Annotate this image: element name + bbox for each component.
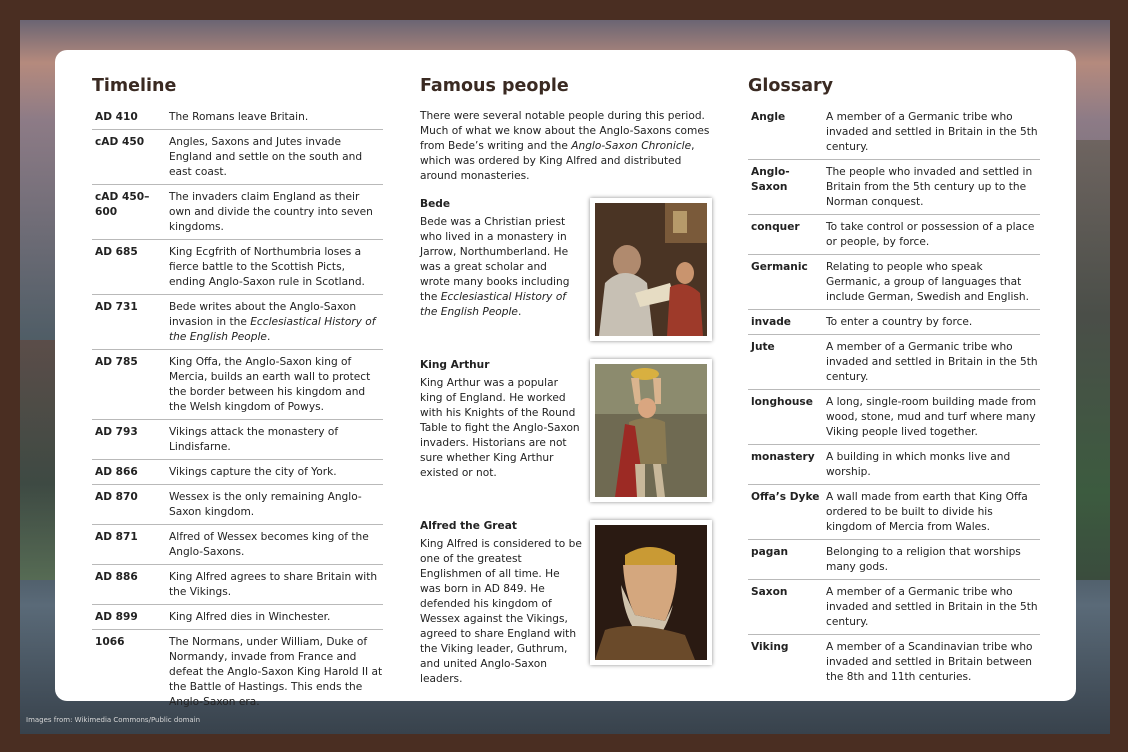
glossary-title: Glossary <box>748 76 834 96</box>
timeline-row <box>92 630 383 714</box>
timeline-row <box>92 185 383 240</box>
timeline-date: AD 870 <box>95 491 138 503</box>
king-arthur-portrait <box>590 359 712 502</box>
glossary-term: conquer <box>751 221 800 233</box>
glossary-term: monastery <box>751 451 815 463</box>
alfred-portrait <box>590 520 712 665</box>
timeline-event: Angles, Saxons and Jutes invade England and settle on the south and east coast. <box>169 136 363 178</box>
glossary-term: Saxon <box>751 586 788 598</box>
glossary-definition: A building in which monks live and worship. <box>826 451 1011 478</box>
timeline-event: King Alfred agrees to share Britain with the Vikings. <box>169 571 378 598</box>
glossary-term: pagan <box>751 546 789 558</box>
timeline-row <box>92 295 383 350</box>
timeline-date: cAD 450–600 <box>95 191 150 218</box>
timeline-date: AD 899 <box>95 611 138 623</box>
timeline-event: King Ecgfrith of Northumbria loses a fierce battle to the Scottish Picts, ending Anglo-Saxon rule in Scotland. <box>169 246 365 288</box>
glossary-definition: A member of a Germanic tribe who invaded and settled in Britain in the 5th century. <box>826 111 1038 153</box>
glossary-row <box>748 215 1040 255</box>
glossary-definition: To enter a country by force. <box>826 316 973 328</box>
timeline-row <box>92 420 383 460</box>
timeline-table <box>92 105 383 714</box>
glossary-term: Angle <box>751 111 786 123</box>
glossary-row <box>748 540 1040 580</box>
bede-heading: Bede <box>420 198 451 210</box>
famous-people-intro: There were several notable people during this period. Much of what we know about the Anglo-Saxons comes from Bede’s writing and the Anglo-Saxon Chronicle, which was ordered by King Alfred and distributed around monasteries. <box>420 110 710 182</box>
timeline-row <box>92 105 383 130</box>
timeline-event: King Offa, the Anglo-Saxon king of Mercia, builds an earth wall to protect the border between his kingdom and the Welsh kingdom of Powys. <box>169 356 371 413</box>
timeline-row <box>92 460 383 485</box>
timeline-row <box>92 525 383 565</box>
glossary-definition: To take control or possession of a place or people, by force. <box>826 221 1035 248</box>
timeline-row <box>92 350 383 420</box>
glossary-row <box>748 390 1040 445</box>
glossary-definition: A member of a Germanic tribe who invaded and settled in Britain in the 5th century. <box>826 341 1038 383</box>
timeline-row <box>92 605 383 630</box>
glossary-definition: A wall made from earth that King Offa ordered to be built to divide his kingdom of Mercia from Wales. <box>826 491 1028 533</box>
timeline-date: AD 785 <box>95 356 138 368</box>
timeline-event: Wessex is the only remaining Anglo-Saxon kingdom. <box>169 491 362 518</box>
bede-text: Bede was a Christian priest who lived in a monastery in Jarrow, Northumberland. He was a great scholar and wrote many books including the Ecclesiastical History of the English People. <box>420 216 570 318</box>
king-arthur-heading: King Arthur <box>420 359 490 371</box>
glossary-row <box>748 445 1040 485</box>
timeline-date: AD 685 <box>95 246 138 258</box>
timeline-date: cAD 450 <box>95 136 145 148</box>
timeline-event: The invaders claim England as their own and divide the country into seven kingdoms. <box>169 191 373 233</box>
glossary-term: Germanic <box>751 261 808 273</box>
timeline-date: AD 886 <box>95 571 138 583</box>
background-mountain-right <box>1070 140 1110 580</box>
glossary-row <box>748 105 1040 160</box>
timeline-date: AD 731 <box>95 301 138 313</box>
glossary-term: Anglo-Saxon <box>751 166 790 193</box>
timeline-event: Bede writes about the Anglo-Saxon invasion in the Ecclesiastical History of the English People. <box>169 301 376 343</box>
glossary-term: Offa’s Dyke <box>751 491 820 503</box>
image-credit: Images from: Wikimedia Commons/Public domain <box>26 716 201 724</box>
glossary-term: Viking <box>751 641 789 653</box>
famous-people-title: Famous people <box>420 76 569 96</box>
king-arthur-text: King Arthur was a popular king of England. He worked with his Knights of the Round Table to fight the Anglo-Saxon invaders. Historians are not sure whether King Arthur existed or not. <box>420 377 580 479</box>
glossary-table <box>748 105 1040 689</box>
glossary-term: longhouse <box>751 396 813 408</box>
timeline-title: Timeline <box>92 76 177 96</box>
timeline-event: The Normans, under William, Duke of Normandy, invade from France and defeat the Anglo-Saxon King Harold II at the Battle of Hastings. This ends the Anglo-Saxon era. <box>169 636 383 708</box>
glossary-definition: Belonging to a religion that worships many gods. <box>826 546 1021 573</box>
timeline-row <box>92 565 383 605</box>
timeline-event: Vikings attack the monastery of Lindisfarne. <box>169 426 339 453</box>
glossary-term: Jute <box>751 341 775 353</box>
timeline-date: AD 793 <box>95 426 138 438</box>
timeline-event: Alfred of Wessex becomes king of the Anglo-Saxons. <box>169 531 369 558</box>
bede-portrait <box>590 198 712 341</box>
glossary-definition: The people who invaded and settled in Britain from the 5th century up to the Norman conquest. <box>826 166 1033 208</box>
glossary-row <box>748 255 1040 310</box>
timeline-event: King Alfred dies in Winchester. <box>169 611 331 623</box>
timeline-date: AD 866 <box>95 466 138 478</box>
timeline-row <box>92 240 383 295</box>
timeline-event: The Romans leave Britain. <box>169 111 309 123</box>
timeline-row <box>92 485 383 525</box>
glossary-definition: A member of a Scandinavian tribe who invaded and settled in Britain between the 8th and 11th centuries. <box>826 641 1033 683</box>
alfred-text: King Alfred is considered to be one of the greatest Englishmen of all time. He was born in AD 849. He defended his kingdom of Wessex against the Vikings, agreed to share England with the Viking leader, Guthrum, and united Anglo-Saxon leaders. <box>420 538 582 685</box>
timeline-date: 1066 <box>95 636 125 648</box>
alfred-heading: Alfred the Great <box>420 520 517 532</box>
glossary-row <box>748 580 1040 635</box>
glossary-row <box>748 635 1040 689</box>
timeline-row <box>92 130 383 185</box>
glossary-definition: A long, single-room building made from wood, stone, mud and turf where many Viking people lived together. <box>826 396 1037 438</box>
background-mountain-left <box>20 340 60 580</box>
content-card <box>55 50 1076 708</box>
glossary-definition: A member of a Germanic tribe who invaded and settled in Britain in the 5th century. <box>826 586 1038 628</box>
glossary-row <box>748 335 1040 390</box>
timeline-event: Vikings capture the city of York. <box>169 466 337 478</box>
glossary-definition: Relating to people who speak Germanic, a group of languages that include German, Swedish and English. <box>826 261 1029 303</box>
timeline-date: AD 410 <box>95 111 138 123</box>
glossary-row <box>748 310 1040 335</box>
glossary-row <box>748 485 1040 540</box>
glossary-term: invade <box>751 316 791 328</box>
timeline-date: AD 871 <box>95 531 138 543</box>
glossary-row <box>748 160 1040 215</box>
